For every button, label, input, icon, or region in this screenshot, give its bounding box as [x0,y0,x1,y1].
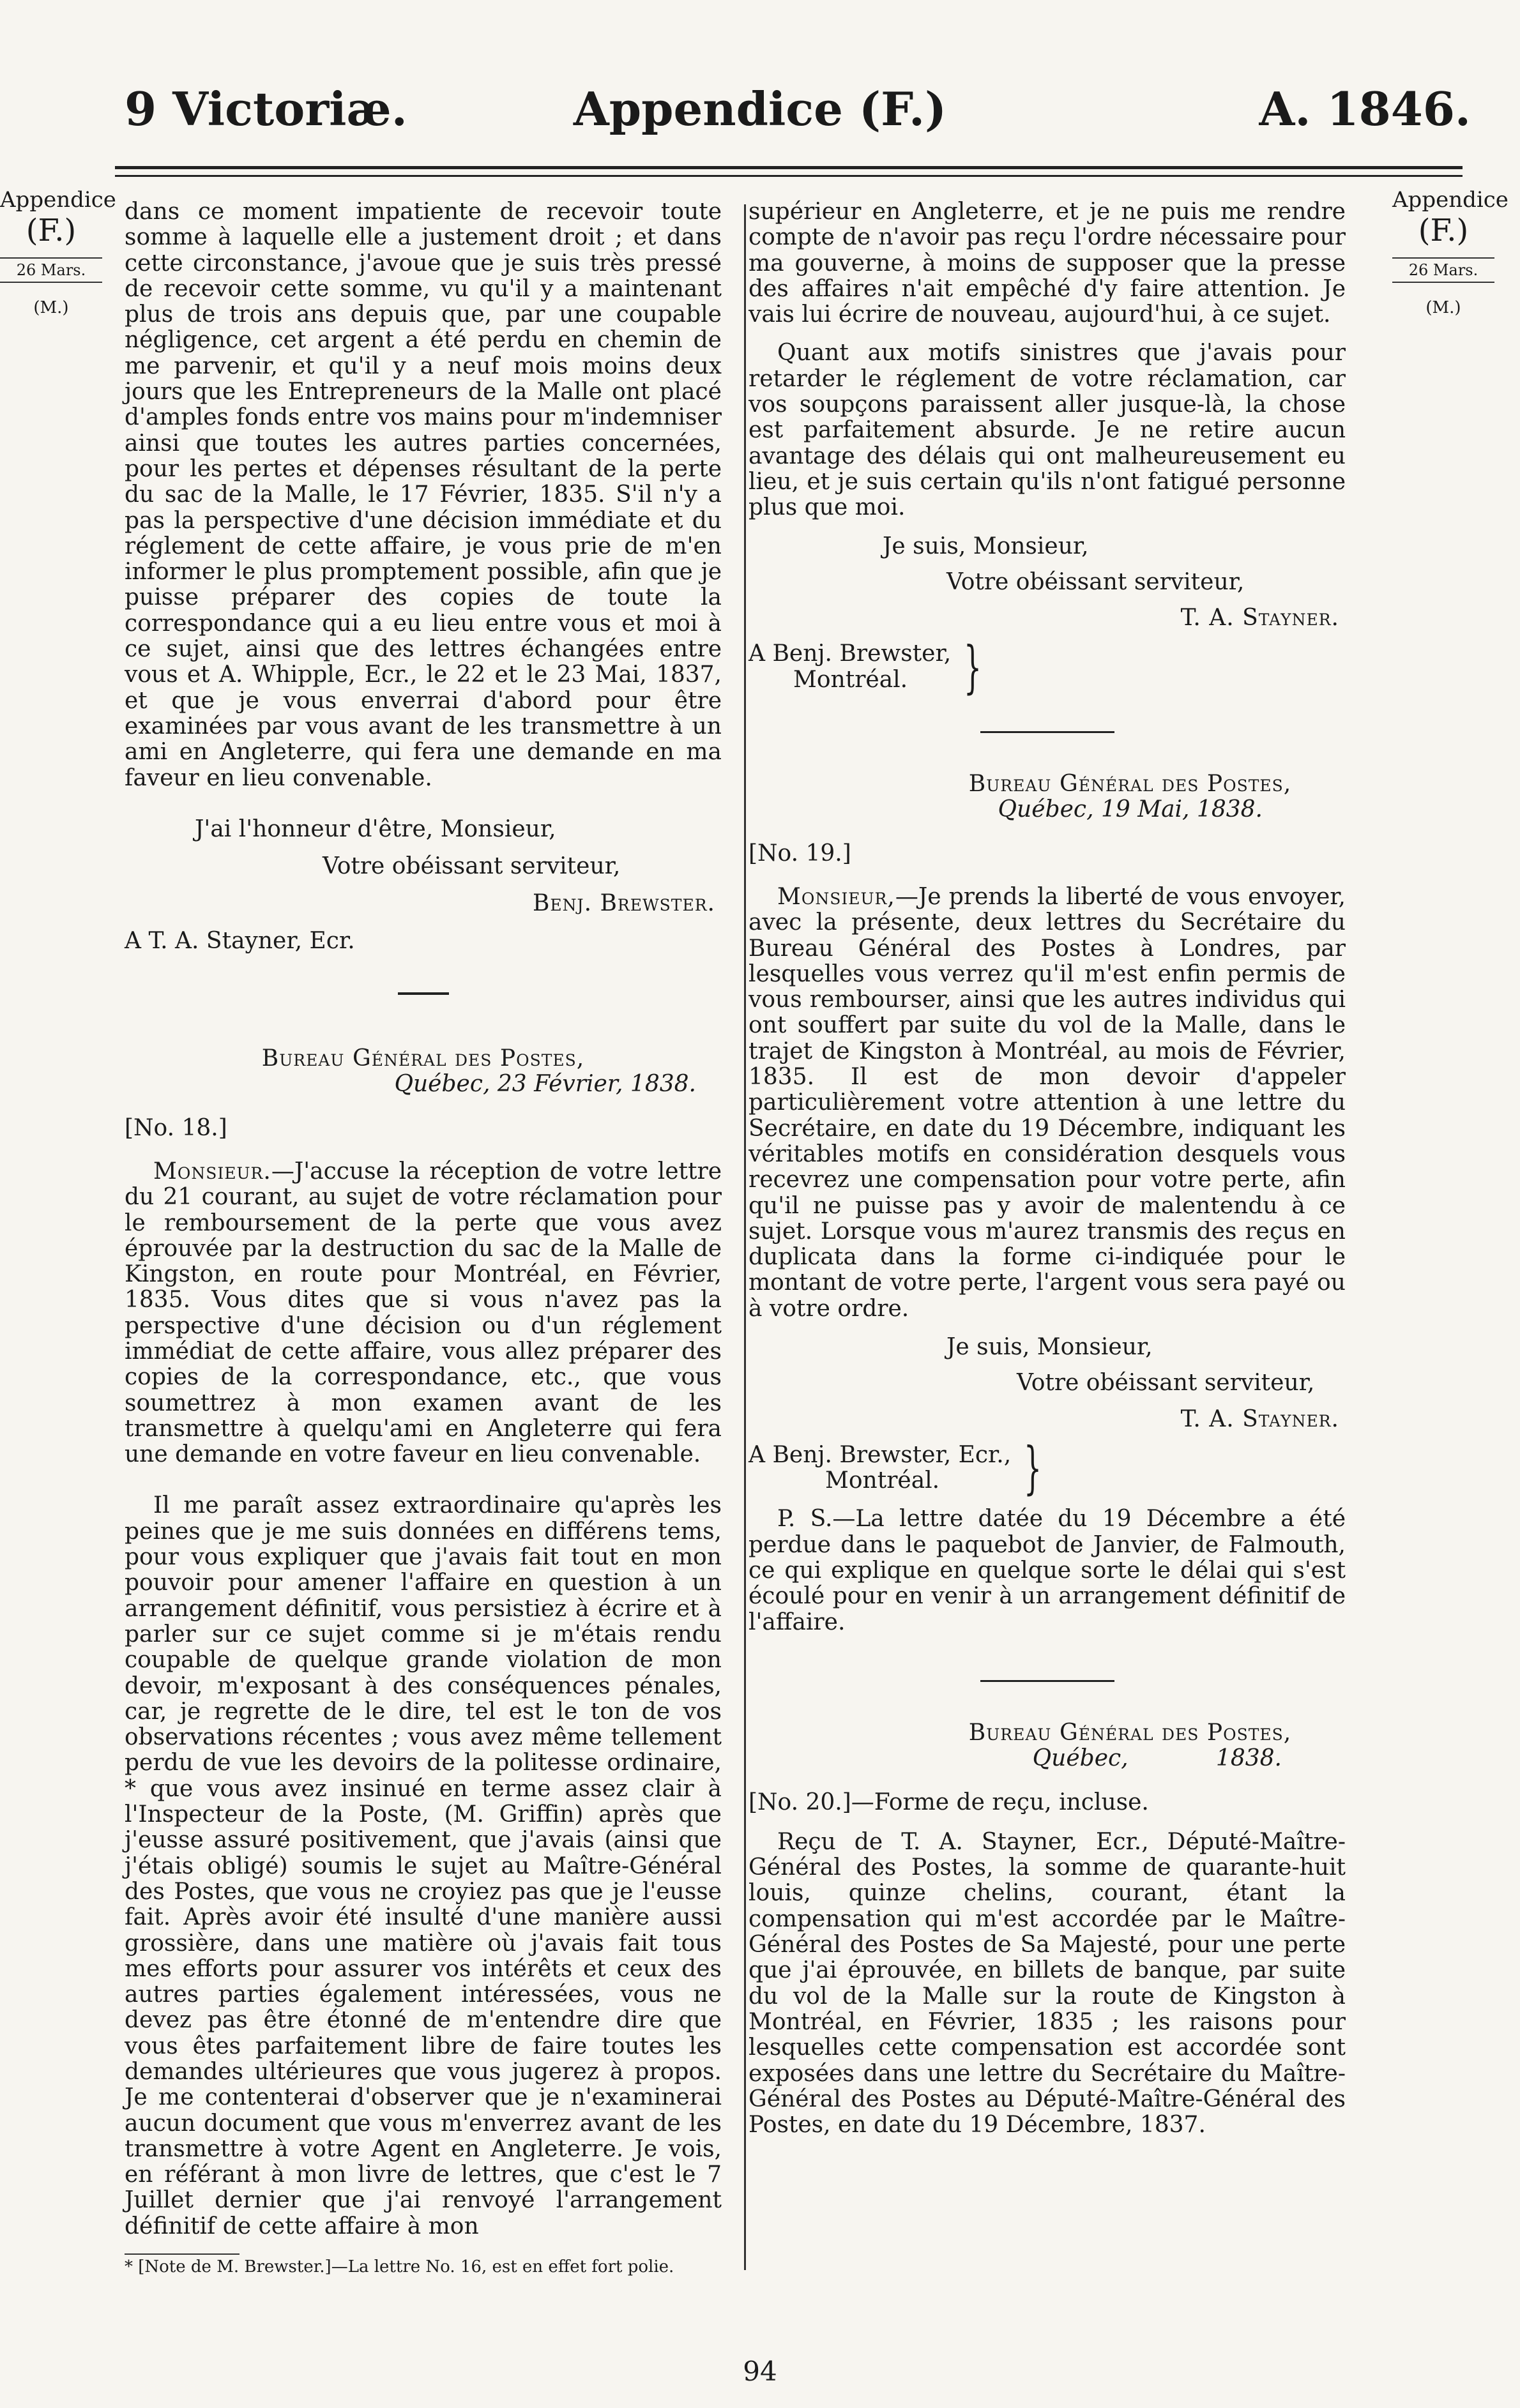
left-margin-note [0,187,116,317]
brace-glyph: } [1024,1435,1042,1501]
letter18-servant: Votre obéissant serviteur, [946,568,1245,595]
letter18-date: Québec, 23 Février, 1838. [394,1071,696,1098]
letter19-number: [No. 19.] [749,840,851,867]
header-session: 9 Victoriæ. [125,82,407,136]
letter19-postscript: P. S.—La lettre datée du 19 Décembre a été perdue dans le paquebot de Janvier, de Falmouth, ce qui explique en quelque sorte le délai qui s'est écoulé pour en venir à un arrangement définitif de l'affaire. [749,1506,1346,1635]
letter19-salutation: Monsieur, [777,883,895,910]
header-appendix: Appendice (F.) [573,82,947,136]
letter19-address [749,1435,1346,1501]
margin-date: 26 Mars. [1392,257,1494,283]
footnote: * [Note de M. Brewster.]—La lettre No. 16, est en effet fort polie. [125,2257,674,2277]
header-rule-thin [115,175,1463,177]
margin-letter: (F.) [1418,213,1469,248]
right-column [749,199,1346,2138]
letter19-date: Québec, 19 Mai, 1838. [998,796,1263,823]
header-rule-thick [115,166,1463,169]
letter20-office: Bureau Général des Postes, [968,1719,1292,1746]
margin-date: 26 Mars. [0,257,102,283]
letter17-address: A T. A. Stayner, Ecr. [125,927,355,954]
letter17-body: dans ce moment impatiente de recevoir toute somme à laquelle elle a justement droit ; et dans cette circonstance, j'avoue que je suis très pressé de recevoir cette somme, vu qu'il y a maintenant plus de trois ans depuis que, par une coupable négligence, cet argent a été perdu en chemin de me parvenir, et qu'il y a neuf mois moins deux jours que les Entrepreneurs de la Malle ont placé d'amples fonds entre vos mains pour m'indemniser ainsi que toutes les autres parties concernées, pour les pertes et dépenses résultant de la perte du sac de la Malle, le 17 Février, 1835. S'il n'y a pas la perspective d'une décision immédiate et du réglement de cette affaire, je vous prie de m'en informer le plus promptement possible, afin que je puisse préparer des copies de toute la correspondance qui a eu lieu entre vous et moi à ce sujet, ainsi que des lettres échangées entre vous et A. Whipple, Ecr., le 22 et le 23 Mai, 1837, et que je vous enverrai d'abord pour être examinées par vous avant de les transmettre à un ami en Angleterre, qui fera une demande en ma faveur en lieu convenable. [125,199,722,791]
letter18-address [749,633,1346,700]
letter19-address-line2: Montréal. [825,1467,940,1494]
letter18-signature: T. A. Stayner. [1180,605,1339,632]
letter19-para1 [749,884,1346,1322]
letter19-signature: T. A. Stayner. [1180,1405,1339,1432]
letter18-para1 [125,1159,722,1468]
letter20-receipt: Reçu de T. A. Stayner, Ecr., Député-Maître-Général des Postes, la somme de quarante-huit louis, quinze chelins, courant, étant la compensation qui m'est accordée par le Maître-Général des Postes de Sa Majesté, pour une perte que j'ai éprouvée, en billets de banque, par suite du vol de la Malle sur la route de Kingston à Montréal, en Février, 1835 ; les raisons pour lesquelles cette compensation est accordée sont exposées dans une lettre du Secrétaire du Maître-Général des Postes au Député-Maître-Général des Postes, en date du 19 Décembre, 1837. [749,1828,1346,2139]
footnote-rule [125,2253,239,2255]
left-column [125,199,722,2276]
letter18-continued: supérieur en Angleterre, et je ne puis me rendre compte de n'avoir pas reçu l'ordre nécessaire pour ma gouverne, à moins de supposer que la presse des affaires n'ait empêché d'y faire attention. Je vais lui écrire de nouveau, aujourd'hui, à ce sujet. [749,199,1346,328]
margin-appendice: Appendice [1392,187,1509,213]
right-margin-note [1392,187,1509,317]
letter18-address-line2: Montréal. [793,666,908,693]
letter20-number: [No. 20.]—Forme de reçu, incluse. [749,1789,1149,1815]
letter19-servant: Votre obéissant serviteur, [1017,1370,1315,1397]
brace-glyph: } [964,633,982,700]
column-divider [744,204,746,2270]
letter19-address-line1: A Benj. Brewster, Ecr., [749,1441,1012,1468]
letter18-para2: Il me paraît assez extraordinaire qu'après les peines que je me suis données en différens tems, pour vous expliquer que j'avais fait tout en mon pouvoir pour amener l'affaire en question à un arrangement définitif, vous persistiez à écrire et à parler sur ce sujet comme si je m'étais rendu coupable de quelque grande violation de mon devoir, m'exposant à des conséquences pénales, car, je regrette de le dire, tel est le ton de vos observations récentes ; vous avez même tellement perdu de vue les devoirs de la politesse ordinaire, * que vous avez insinué en terme assez clair à l'Inspecteur de la Poste, (M. Griffin) après que j'eusse assuré positivement, que j'avais (ainsi que j'étais obligé) soumis le sujet au Maître-Général des Postes, que vous ne croyiez pas que je l'eusse fait. Après avoir été insulté d'une manière aussi grossière, dans une matière où j'avais fait tous mes efforts pour assurer vos intérêts et ceux des autres parties également intéressées, vous ne devez pas être étonné de m'entendre dire que vous êtes parfaitement libre de faire toutes les demandes ultérieures que vous jugerez à propos. Je me contenterai d'observer que je n'examinerai aucun document que vous m'enverrez avant de les transmettre à votre Agent en Angleterre. Je vois, en référant à mon livre de lettres, que c'est le 7 Juillet dernier que j'ai renvoyé l'arrangement définitif de cette affaire à mon [125,1492,722,2239]
page-number: 94 [743,2356,777,2387]
letter17-closing: J'ai l'honneur d'être, Monsieur, [195,815,556,842]
letter17-servant: Votre obéissant serviteur, [323,853,621,880]
letter18-salutation: Monsieur. [153,1158,271,1185]
letter18-para1-text: —J'accuse la réception de votre lettre du 21 courant, au sujet de votre réclamation pour le remboursement de la perte que vous avez éprouvée par la destruction du sac de la Malle de Kingston, en route pour Montréal, en Février, 1835. Vous dites que si vous n'avez pas la perspective d'une décision ou d'un réglement immédiat de cette affaire, vous allez préparer des copies de la correspondance, etc., que vous soumettrez à mon examen avant de les transmettre à quelqu'ami en Angleterre qui fera une demande en votre faveur en lieu convenable. [125,1158,722,1468]
letter20-date: Québec, 1838. [1032,1745,1282,1772]
letter19-para1-text: —Je prends la liberté de vous envoyer, avec la présente, deux lettres du Secrétaire du Bureau Général des Postes à Londres, par lesquelles vous verrez qu'il m'est enfin permis de vous rembourser, ainsi que les autres individus qui ont souffert par suite du vol de la Malle, dans le trajet de Kingston à Montréal, au mois de Février, 1835. Il est de mon devoir d'appeler particulièrement votre attention à une lettre du Secrétaire, en date du 19 Décembre, indiquant les véritables motifs en considération desquels vous recevrez une compensation pour votre perte, afin qu'il ne puisse pas y avoir de malentendu à ce sujet. Lorsque vous m'aurez transmis des reçus en duplicata dans la forme ci-indiquée pour le montant de votre perte, l'argent vous sera payé ou à votre ordre. [749,883,1346,1322]
letter18-number: [No. 18.] [125,1114,227,1141]
margin-letter: (F.) [26,213,77,248]
letter18-office: Bureau Général des Postes, [261,1045,585,1072]
letter18-address-line1: A Benj. Brewster, [749,640,952,667]
letter19-office: Bureau Général des Postes, [968,771,1292,798]
margin-m: (M.) [1425,298,1461,317]
letter18-para3: Quant aux motifs sinistres que j'avais pour retarder le réglement de votre réclamation, car vos soupçons paraissent aller jusque-là, la chose est parfaitement absurde. Je ne retire aucun avantage des délais qui ont malheureusement eu lieu, et je suis certain qu'ils n'ont fatigué personne plus que moi. [749,340,1346,521]
margin-appendice: Appendice [0,187,116,213]
margin-m: (M.) [33,298,69,317]
letter19-closing: Je suis, Monsieur, [946,1333,1153,1360]
letter18-closing: Je suis, Monsieur, [883,533,1089,559]
letter17-signature: Benj. Brewster. [532,890,715,917]
header-year: A. 1846. [1259,82,1471,136]
